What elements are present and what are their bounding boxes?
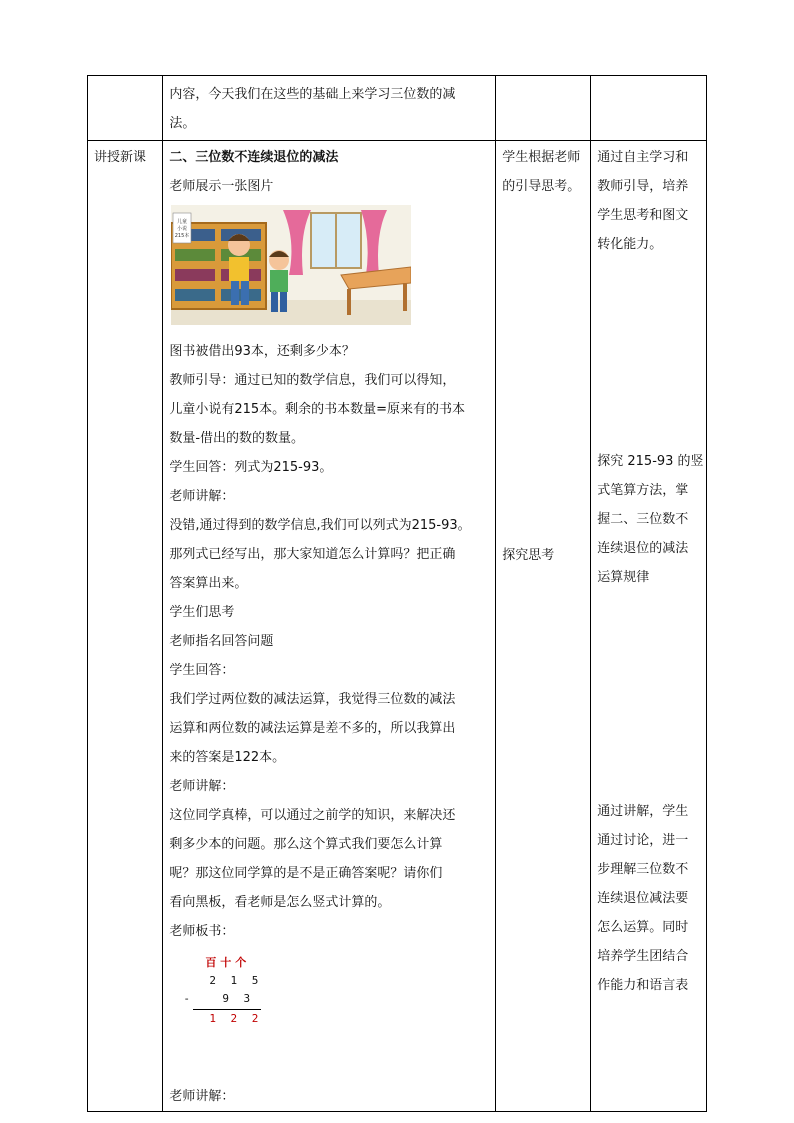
explain-title: 老师讲解：	[169, 779, 235, 794]
student-activity-explore: 探究思考	[502, 548, 555, 563]
explain-line: 这位同学真棒，可以通过之前学的知识，来解决还	[169, 808, 456, 823]
intent-line: 式笔算方法，掌	[597, 483, 689, 498]
cell-empty-1	[88, 76, 163, 141]
student-answer-1: 学生回答：列式为215-93。	[169, 460, 333, 475]
svg-text:小说: 小说	[177, 226, 188, 232]
answer-line: 我们学过两位数的减法运算，我觉得三位数的减法	[169, 692, 456, 707]
explain-line: 剩多少本的问题。那么这个算式我们要怎么计算	[169, 837, 443, 852]
student-activity-line: 学生根据老师	[502, 150, 581, 165]
cell-design-intent	[591, 141, 707, 1112]
student-activity-line: 的引导思考。	[502, 179, 581, 194]
subtrahend: 9 3	[222, 992, 255, 1005]
show-picture-text: 老师展示一张图片	[169, 179, 274, 194]
answer-line: 来的答案是122本。	[169, 750, 286, 765]
section-heading: 二、三位数不连续退位的减法	[169, 150, 339, 165]
explain-line: 呢？那这位同学算的是不是正确答案呢？请你们	[169, 866, 443, 881]
lesson-plan-page	[87, 75, 707, 1104]
table-row-main	[88, 141, 707, 1112]
question-text: 图书被借出93本，还剩多少本？	[169, 344, 355, 359]
intent-line: 作能力和语言表	[597, 978, 689, 993]
explain-line: 那列式已经写出，那大家知道怎么计算吗？把正确	[169, 547, 456, 562]
intent-line: 通过讲解，学生	[597, 804, 689, 819]
cell-main-content	[163, 141, 496, 1112]
place-value-header: 百十个	[205, 956, 251, 969]
intro-line: 法。	[169, 116, 196, 131]
lesson-table	[87, 75, 707, 1112]
vertical-subtraction	[183, 954, 489, 1034]
bookshelf-illustration	[171, 205, 411, 325]
guide-line: 儿童小说有215本。剩余的书本数量=原来有的书本	[169, 402, 466, 417]
cell-section-label	[88, 141, 163, 1112]
cell-student-activity	[496, 141, 591, 1112]
intent-line: 握二、三位数不	[597, 512, 689, 527]
minuend: 2 1 5	[209, 974, 263, 987]
sum-line	[193, 1009, 261, 1010]
intent-line: 教师引导，培养	[597, 179, 689, 194]
cell-empty-3	[591, 76, 707, 141]
explain-line: 没错,通过得到的数学信息,我们可以列式为215-93。	[169, 518, 471, 533]
explain-title: 老师讲解：	[169, 1089, 235, 1104]
cell-empty-2	[496, 76, 591, 141]
students-think: 学生们思考	[169, 605, 235, 620]
call-on-text: 老师指名回答问题	[169, 634, 274, 649]
svg-text:215本: 215本	[175, 233, 190, 239]
svg-text:儿童: 儿童	[177, 219, 188, 225]
explain-line: 答案算出来。	[169, 576, 248, 591]
intent-line: 探究 215-93 的竖	[597, 454, 704, 469]
intent-line: 通过自主学习和	[597, 150, 689, 165]
explain-title: 老师讲解：	[169, 489, 235, 504]
guide-line: 数量-借出的数的数量。	[169, 431, 305, 446]
intent-line: 培养学生团结合	[597, 949, 689, 964]
minus-sign: -	[183, 992, 194, 1005]
guide-line: 教师引导：通过已知的数学信息，我们可以得知，	[169, 373, 456, 388]
intent-line: 怎么运算。同时	[597, 920, 689, 935]
result: 1 2 2	[209, 1012, 263, 1025]
answer-title: 学生回答：	[169, 663, 235, 678]
section-label: 讲授新课	[94, 150, 147, 165]
intent-line: 通过讨论，进一	[597, 833, 689, 848]
table-row-intro	[88, 76, 707, 141]
intent-line: 学生思考和图文	[597, 208, 689, 223]
intent-line: 转化能力。	[597, 237, 663, 252]
explain-line: 看向黑板，看老师是怎么竖式计算的。	[169, 895, 391, 910]
board-title: 老师板书：	[169, 924, 235, 939]
intent-line: 步理解三位数不	[597, 862, 689, 877]
intro-line: 内容，今天我们在这些的基础上来学习三位数的减	[169, 87, 456, 102]
intent-line: 连续退位减法要	[597, 891, 689, 906]
intent-line: 运算规律	[597, 570, 650, 585]
answer-line: 运算和两位数的减法运算是差不多的，所以我算出	[169, 721, 456, 736]
intent-line: 连续退位的减法	[597, 541, 689, 556]
cell-intro-content	[163, 76, 496, 141]
